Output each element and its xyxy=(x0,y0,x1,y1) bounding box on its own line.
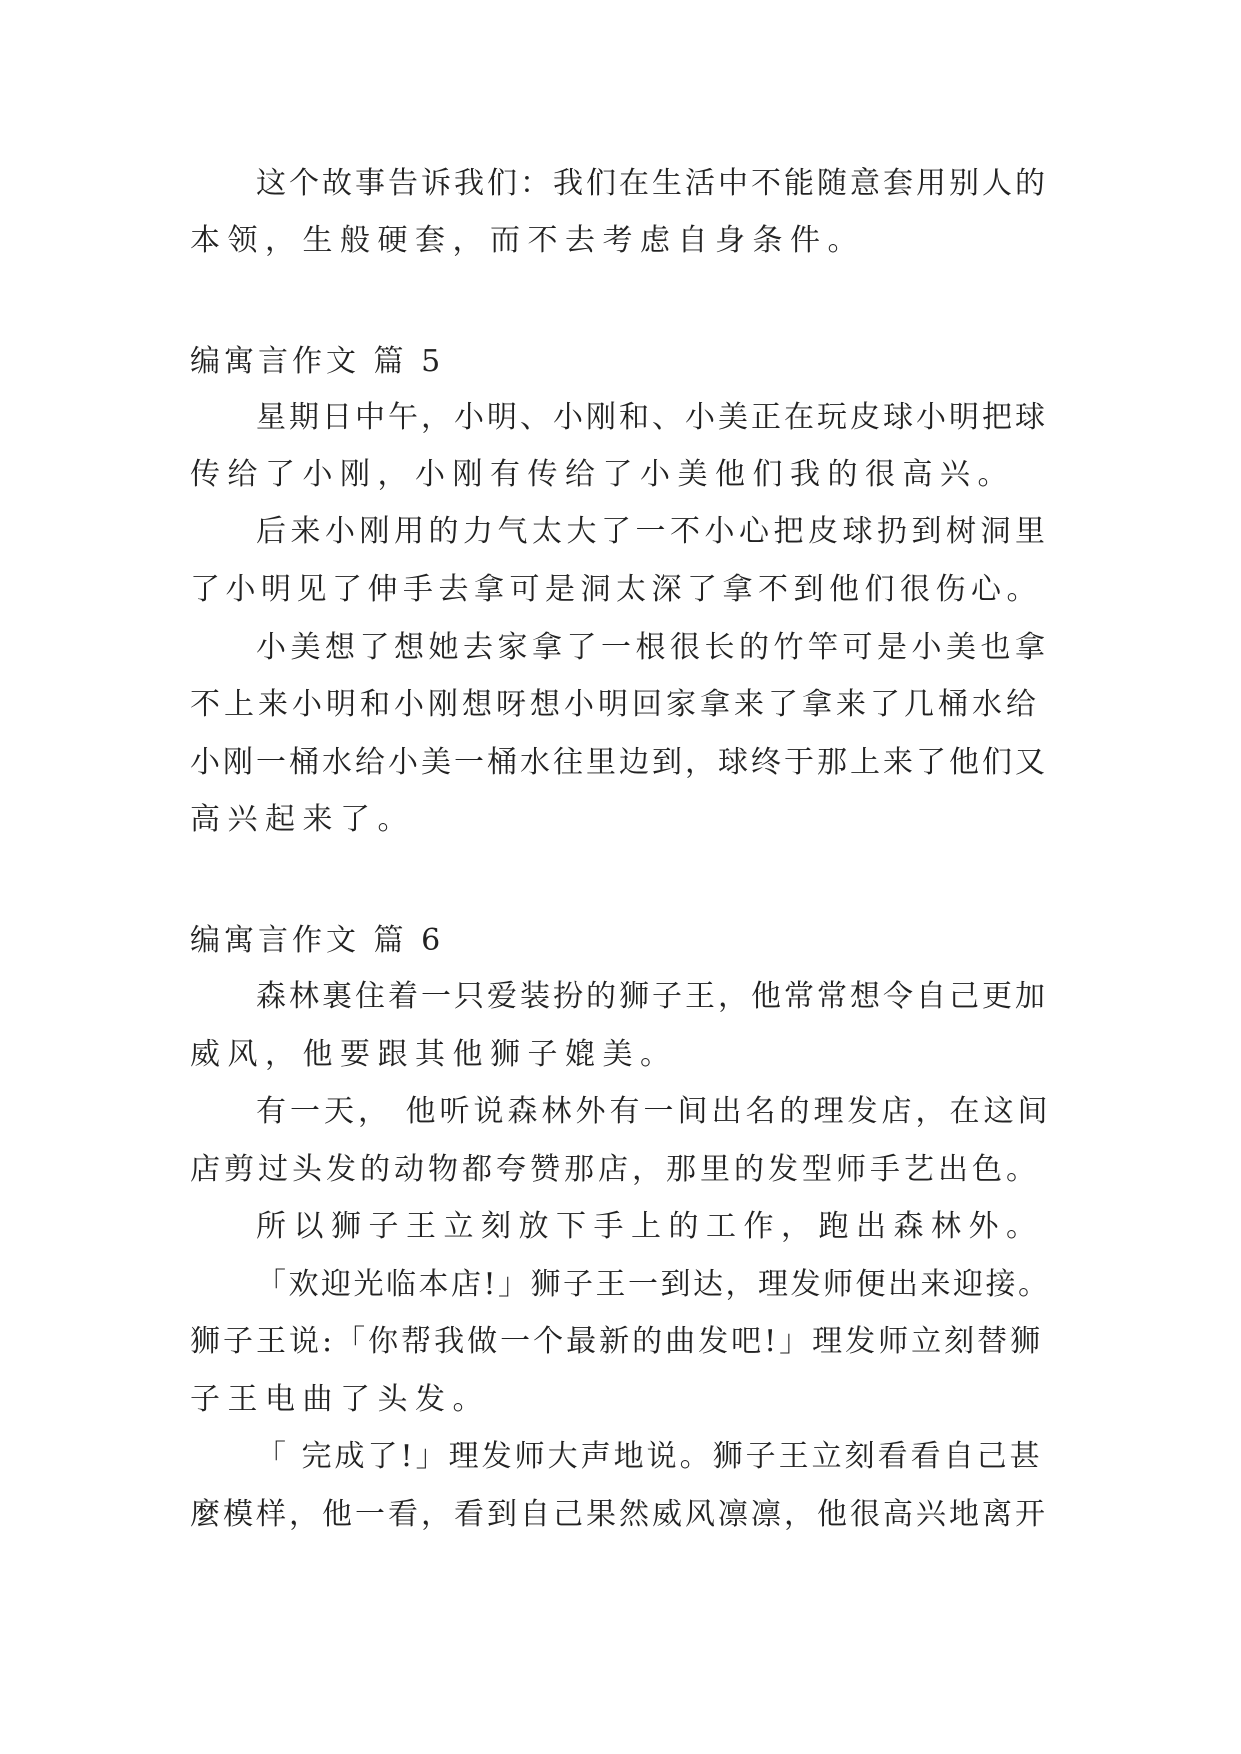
paragraph-line: 后来小刚用的力气太大了一不小心把皮球扔到树洞里 xyxy=(256,514,1050,549)
paragraph-line: 「欢迎光临本店!」狮子王一到达，理发师便出来迎接。 xyxy=(256,1267,1051,1302)
paragraph-line: 麼模样，他一看，看到自己果然威风凛凛，他很高兴地离开 xyxy=(190,1497,1048,1532)
paragraph-line: 威风，他要跟其他狮子媲美。 xyxy=(190,1037,678,1072)
paragraph-line: 店剪过头发的动物都夸赞那店，那里的发型师手艺出色。 xyxy=(190,1152,1040,1187)
paragraph-line: 小美想了想她去家拿了一根很长的竹竿可是小美也拿 xyxy=(256,630,1050,665)
paragraph-line: 星期日中午，小明、小刚和、小美正在玩皮球小明把球 xyxy=(256,400,1048,435)
paragraph-line: 「 完成了!」理发师大声地说。狮子王立刻看看自己甚 xyxy=(256,1439,1043,1474)
paragraph-line: 本领，生般硬套，而不去考虑自身条件。 xyxy=(190,223,865,258)
paragraph-line: 小刚一桶水给小美一桶水往里边到，球终于那上来了他们又 xyxy=(190,745,1048,780)
section-heading: 编寓言作文 篇 6 xyxy=(190,923,445,958)
paragraph-line: 所以狮子王立刻放下手上的工作，跑出森林外。 xyxy=(256,1209,1044,1244)
paragraph-line: 传给了小刚，小刚有传给了小美他们我的很高兴。 xyxy=(190,457,1015,492)
section-heading: 编寓言作文 篇 5 xyxy=(190,344,445,379)
paragraph-line: 不上来小明和小刚想呀想小明回家拿来了拿来了几桶水给 xyxy=(190,687,1040,722)
paragraph-line: 高兴起来了。 xyxy=(190,802,415,837)
paragraph-line: 狮子王说:「你帮我做一个最新的曲发吧!」理发师立刻替狮 xyxy=(190,1324,1044,1359)
paragraph-line: 了小明见了伸手去拿可是洞太深了拿不到他们很伤心。 xyxy=(190,572,1042,607)
paragraph-line: 森林裏住着一只爱装扮的狮子王，他常常想令自己更加 xyxy=(256,979,1048,1014)
paragraph-line: 有一天， 他听说森林外有一间出名的理发店，在这间 xyxy=(256,1094,1052,1129)
paragraph-line: 子王电曲了头发。 xyxy=(190,1382,490,1417)
paragraph-line: 这个故事告诉我们：我们在生活中不能随意套用别人的 xyxy=(256,166,1048,201)
